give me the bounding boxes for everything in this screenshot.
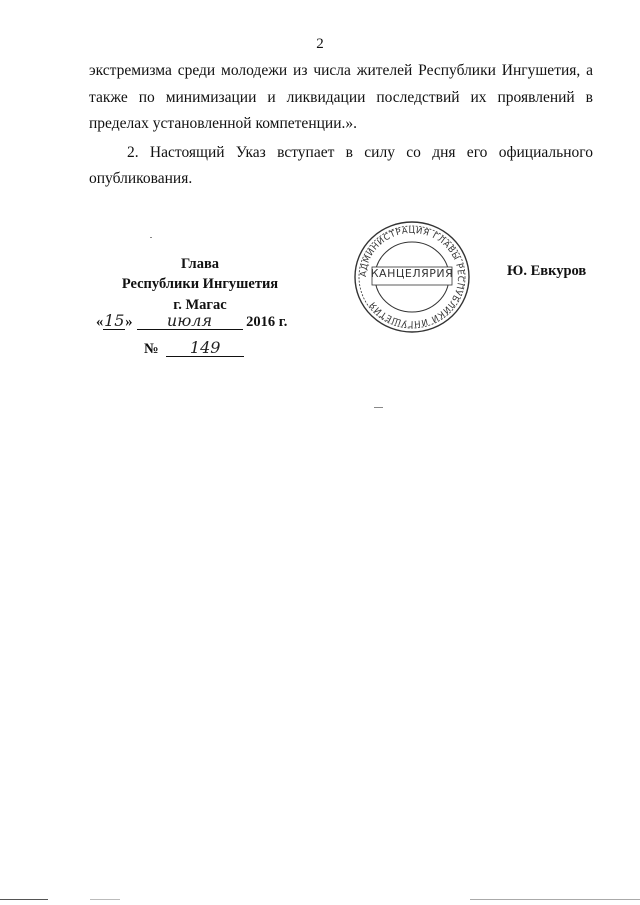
official-stamp (352, 220, 472, 335)
scan-edge-line (0, 899, 48, 900)
issue-city: г. Магас (173, 297, 227, 313)
decree-number (144, 340, 244, 358)
date-day-handwritten: 15 (104, 311, 125, 330)
paragraph-continuation: экстремизма среди молодежи из числа жителей Республики Ингушетия, а также по минимизации и ликвидации последствий их проявлений в пределах установленной компетенции.». (89, 62, 593, 132)
signer-name: Ю. Евкуров (507, 263, 587, 279)
date-close-quote: » (125, 314, 133, 330)
date-month-handwritten: июля (137, 313, 243, 330)
number-label: № (144, 341, 159, 357)
signatory-title-line-2: Республики Ингушетия (121, 276, 279, 292)
stamp-ring-text: АДМИНИСТРАЦИЯ ГЛАВЫ РЕСПУБЛИКИ ИНГУШЕТИЯ (358, 225, 466, 329)
scan-edge-line (470, 899, 640, 900)
date-open-quote: « (96, 314, 104, 330)
number-handwritten: 149 (166, 340, 244, 357)
scan-speck (374, 407, 383, 408)
issue-date (96, 313, 287, 331)
date-year: 2016 г. (246, 314, 288, 330)
scan-edge-line (90, 899, 120, 900)
scan-speck (150, 237, 152, 238)
signatory-title-line-1: Глава (180, 256, 220, 272)
paragraph-effective-date: 2. Настоящий Указ вступает в силу со дня его официального опубликования. (89, 143, 593, 187)
page-number: 2 (316, 36, 324, 52)
signatory-title (100, 254, 300, 294)
stamp-center-text: КАНЦЕЛЯРИЯ (370, 267, 454, 280)
body-text (89, 58, 593, 193)
